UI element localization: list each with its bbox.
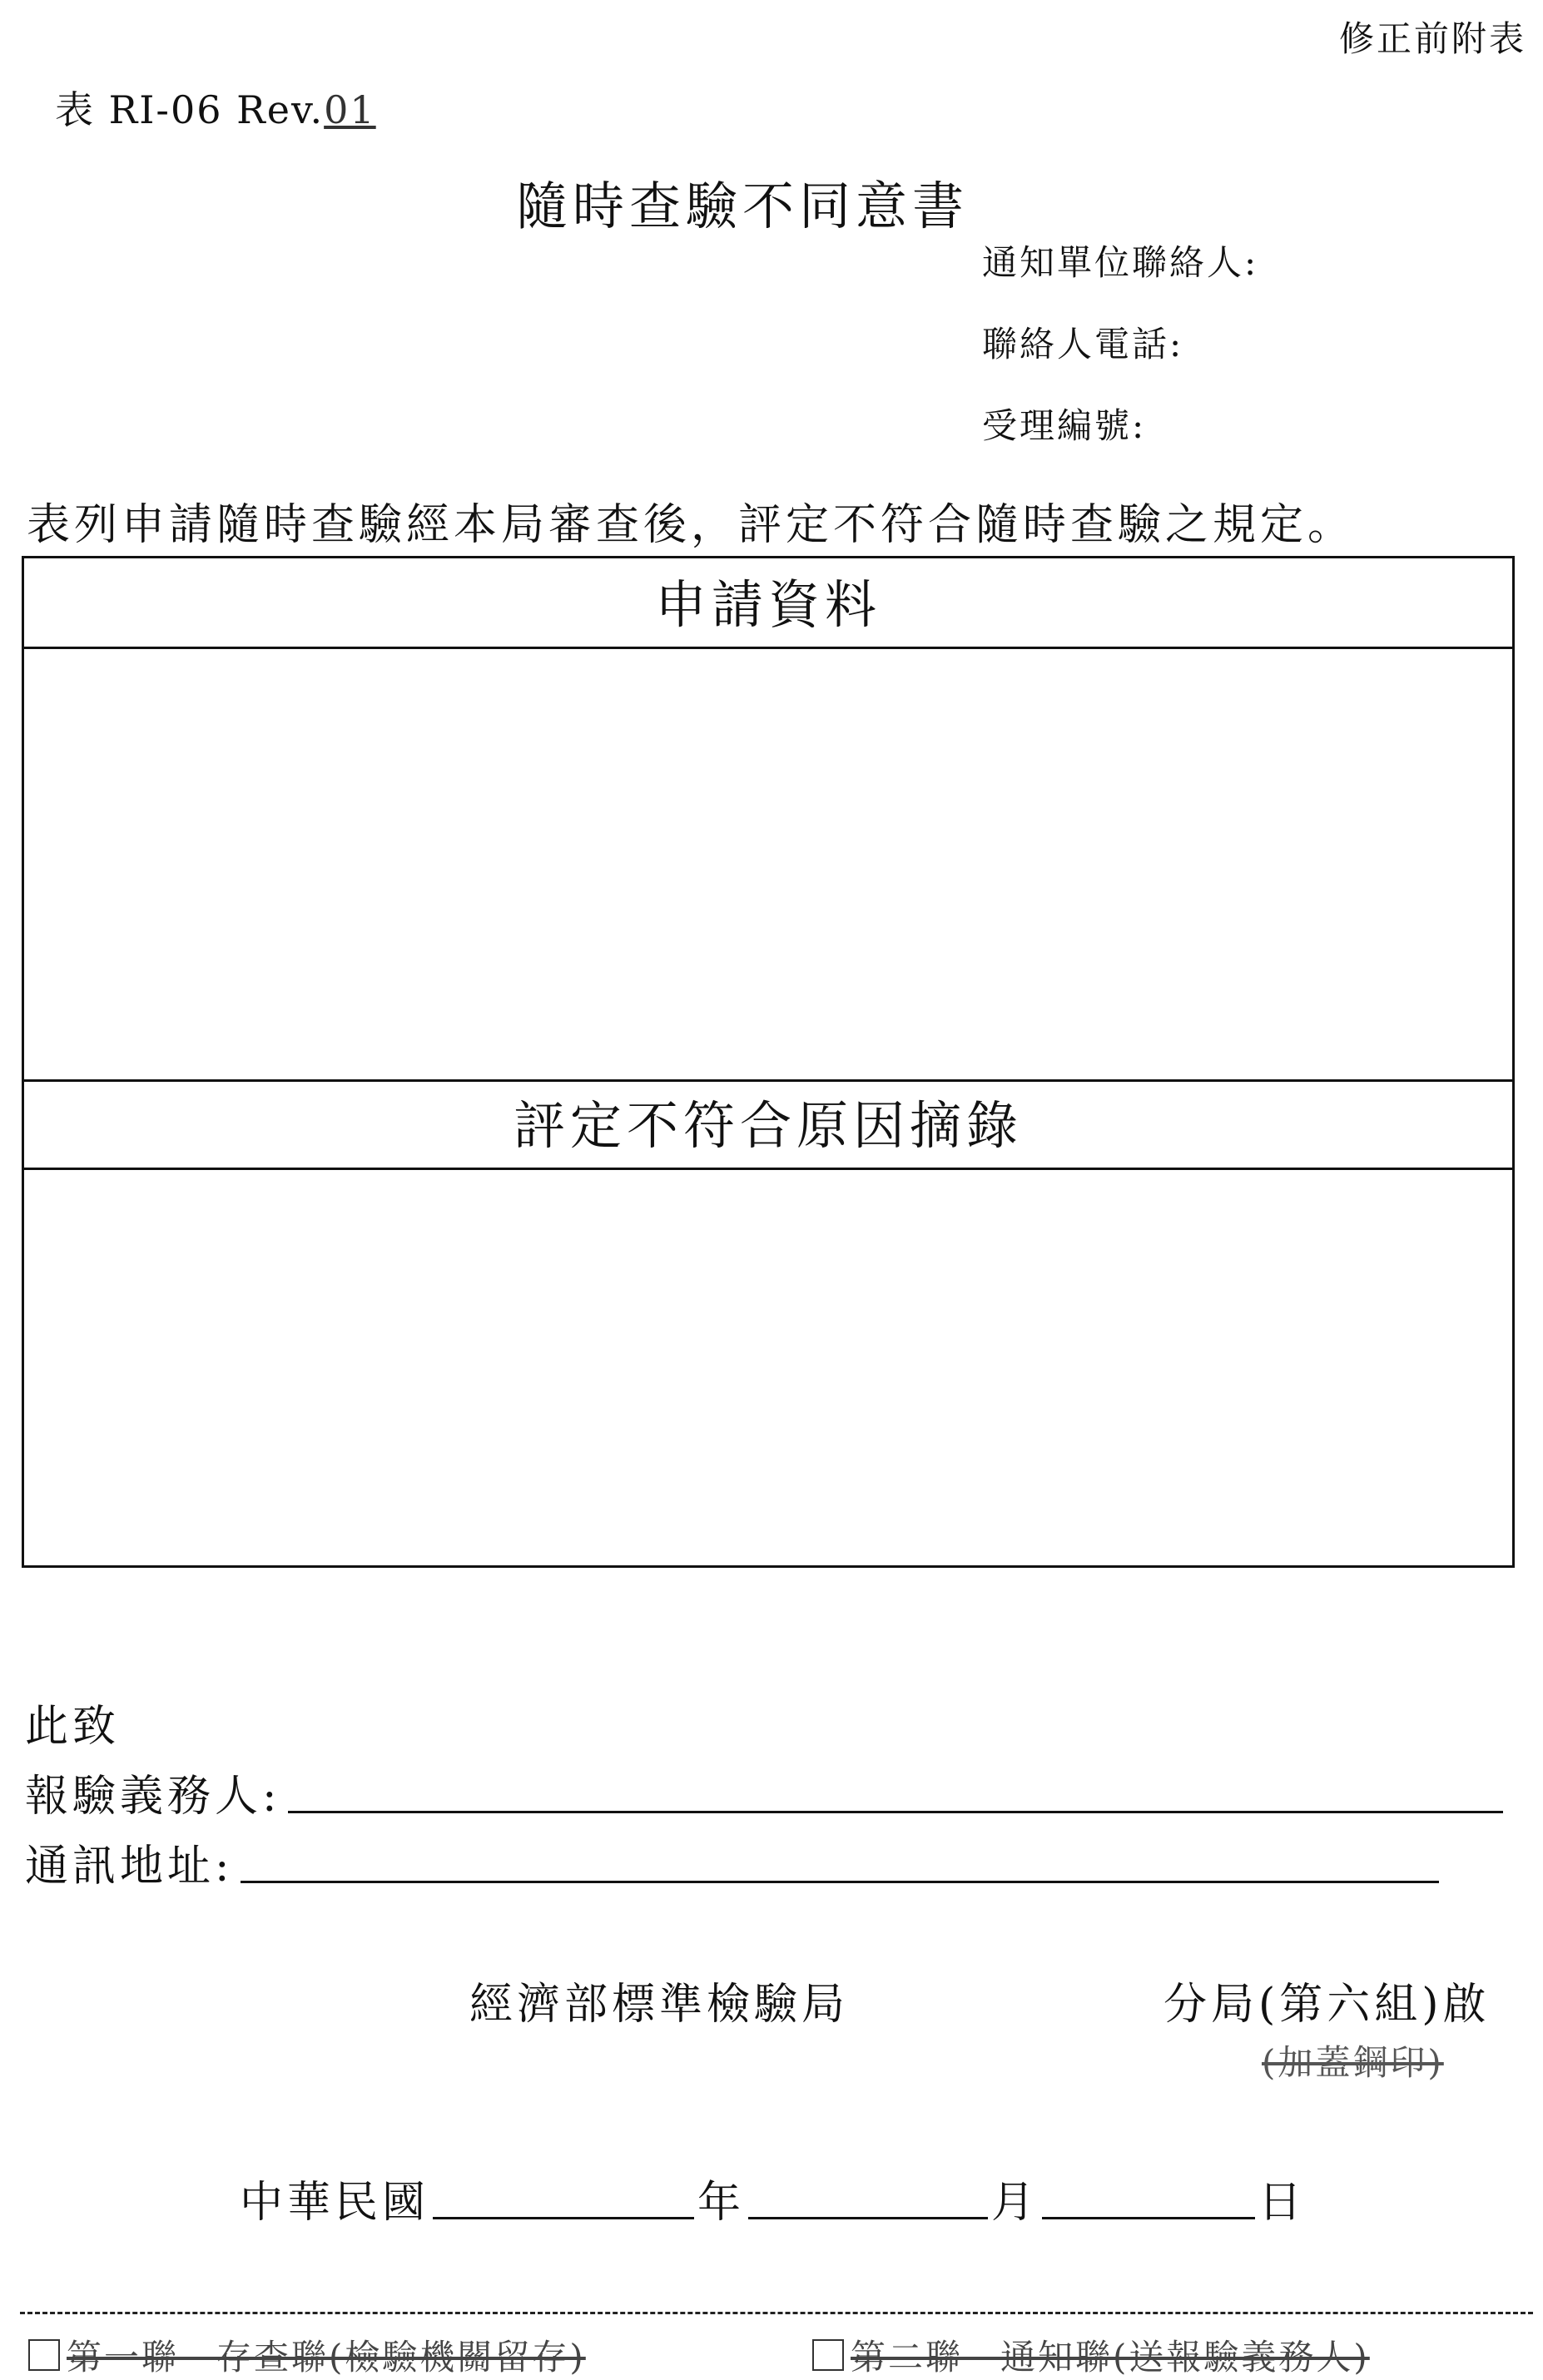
month-field[interactable]: [748, 2217, 988, 2219]
notifier-contact-label: 通知單位聯絡人:: [982, 242, 1259, 283]
address-field[interactable]: [241, 1881, 1439, 1883]
application-table: [22, 556, 1515, 1568]
contact-phone-label: 聯絡人電話:: [982, 324, 1184, 364]
application-data-field[interactable]: [24, 650, 1512, 1078]
year-field[interactable]: [433, 2217, 694, 2219]
year-label: 年: [697, 2178, 746, 2228]
corner-note: 修正前附表: [1338, 18, 1526, 59]
address-label: 通訊地址:: [25, 1842, 234, 1892]
form-code-label: 表 RI-06 Rev.: [55, 87, 325, 132]
month-label: 月: [991, 2178, 1039, 2228]
obligor-label: 報驗義務人:: [25, 1772, 281, 1822]
assessment-statement: 表列申請隨時查驗經本局審查後，評定不符合隨時查驗之規定。: [27, 500, 1356, 550]
notice-copy-checkbox[interactable]: [812, 2339, 844, 2371]
era-label: 中華民國: [240, 2178, 430, 2228]
nonconformity-reason-field[interactable]: [24, 1171, 1512, 1565]
revision-number: 01: [324, 87, 376, 132]
contact-block: [982, 241, 1258, 486]
day-field[interactable]: [1042, 2217, 1255, 2219]
reference-number-label: 受理編號:: [982, 405, 1147, 446]
nonconformity-reason-heading: 評定不符合原因摘錄: [513, 1095, 1023, 1156]
application-data-heading: 申請資料: [654, 574, 881, 635]
branch-signoff: 分局(第六組)啟: [1163, 1980, 1491, 2030]
day-label: 日: [1258, 2178, 1307, 2228]
form-code: [55, 80, 376, 135]
agency-name: 經濟部標準檢驗局: [469, 1980, 850, 2030]
divider: [24, 1168, 1512, 1170]
seal-note: (加蓋鋼印): [1262, 2042, 1444, 2083]
obligor-row: [25, 1761, 1503, 1823]
salutation: 此致: [25, 1702, 121, 1752]
notice-copy-label: 第二聯 通知聯(送報驗義務人): [851, 2337, 1370, 2378]
obligor-field[interactable]: [288, 1811, 1503, 1813]
copy-option-notice[interactable]: [812, 2330, 1370, 2380]
archive-copy-checkbox[interactable]: [28, 2339, 60, 2371]
divider: [24, 647, 1512, 649]
document-title: 隨時查驗不同意書: [516, 176, 970, 236]
address-row: [25, 1831, 1439, 1893]
copy-option-archive[interactable]: [28, 2330, 586, 2380]
divider: [24, 1079, 1512, 1082]
tear-off-line: [20, 2312, 1533, 2314]
archive-copy-label: 第一聯 存查聯(檢驗機關留存): [67, 2337, 586, 2378]
date-row: [240, 2167, 1306, 2229]
